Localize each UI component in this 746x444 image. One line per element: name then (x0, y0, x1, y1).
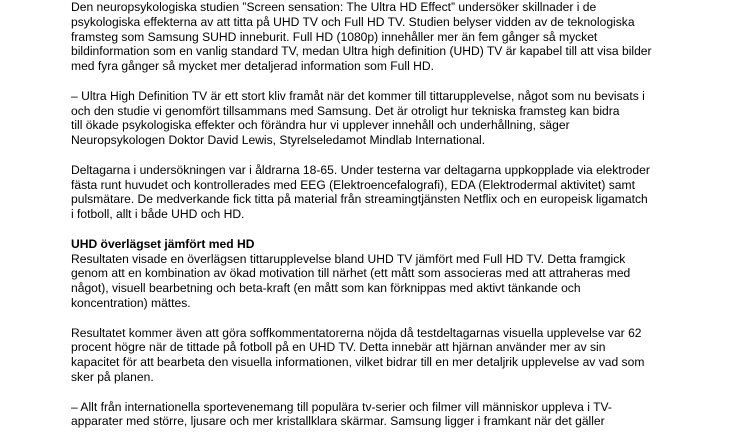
paragraph-closing-quote (71, 400, 711, 430)
text-line: – Allt från internationella sportevenemang till populära tv-serier och filmer vill människor uppleva i TV- (71, 399, 612, 414)
text-line: framsteg som Samsung SUHD inneburit. Full HD (1080p) innehåller mer än fem gånger så mycket (71, 29, 598, 44)
paragraph-results (71, 237, 711, 311)
text-line: Resultaten visade en överlägsen tittarupplevelse bland UHD TV jämfört med Full HD TV. Detta framgick (71, 251, 626, 266)
text-line: något), visuell bearbetning och beta-kraft (en mått som kan förknippas med aktivt tänkande och (71, 281, 581, 296)
text-line: Deltagarna i undersökningen var i åldrarna 18-65. Under testerna var deltagarna uppkopplade via elektroder (71, 162, 650, 177)
paragraph-intro (71, 0, 711, 74)
text-line: till ökade psykologiska effekter och förändra hur vi upplever innehåll och underhållning, säger (71, 118, 570, 133)
text-line: koncentration) mättes. (71, 295, 191, 310)
text-line: med fyra gånger så mycket mer detaljerad information som Full HD. (71, 59, 434, 74)
text-line: apparater med större, ljusare och mer kristallklara skärmar. Samsung ligger i framkant när det gäller (71, 414, 605, 429)
text-line: Resultatet kommer även att göra soffkommentatorerna nöjda då testdeltagarnas visuella upplevelse var 62 (71, 325, 642, 340)
paragraph-participants (71, 163, 711, 222)
paragraph-football (71, 326, 711, 385)
text-line: och den studie vi genomfört tillsammans med Samsung. Det är otroligt hur tekniska framsteg kan bidra (71, 103, 620, 118)
text-line: Neuropsykologen Doktor David Lewis, Styrelseledamot Mindlab International. (71, 133, 486, 148)
paragraph-quote (71, 89, 711, 148)
text-line: psykologiska effekterna av att titta på UHD TV och Full HD TV. Studien belyser vidden av de teknologiska (71, 14, 635, 29)
text-line: sker på planen. (71, 369, 154, 384)
text-line: pulsmätare. De medverkande fick titta på material från streamingtjänsten Netflix och en europeisk ligamatch (71, 192, 648, 207)
text-line: genom att en kombination av ökad motivation till närhet (ett mått som associeras med att attraheras med (71, 266, 631, 281)
text-line: i fotboll, allt i både UHD och HD. (71, 207, 245, 222)
text-line: procent högre när de tittade på fotboll på en UHD TV. Detta innebär att hjärnan använder mer av sin (71, 340, 606, 355)
text-line: kapacitet för att bearbeta den visuella informationen, vilket bidrar till en mer detaljrik upplevelse av vad som (71, 355, 645, 370)
text-line: bildinformation som en vanlig standard TV, medan Ultra high definition (UHD) TV är kapabel till att visa bilder (71, 44, 652, 59)
section-heading: UHD överlägset jämfört med HD (71, 236, 255, 251)
document-body (71, 0, 711, 444)
text-line: fästa runt huvudet och kontrollerades med EEG (Elektroencefalografi), EDA (Elektrodermal aktivitet) samt (71, 177, 635, 192)
text-line: Den neuropsykologiska studien ”Screen sensation: The Ultra HD Effect” undersöker skillnader i de (71, 0, 597, 14)
text-line: – Ultra High Definition TV är ett stort kliv framåt när det kommer till tittarupplevelse, något som nu bevisats i (71, 88, 645, 103)
